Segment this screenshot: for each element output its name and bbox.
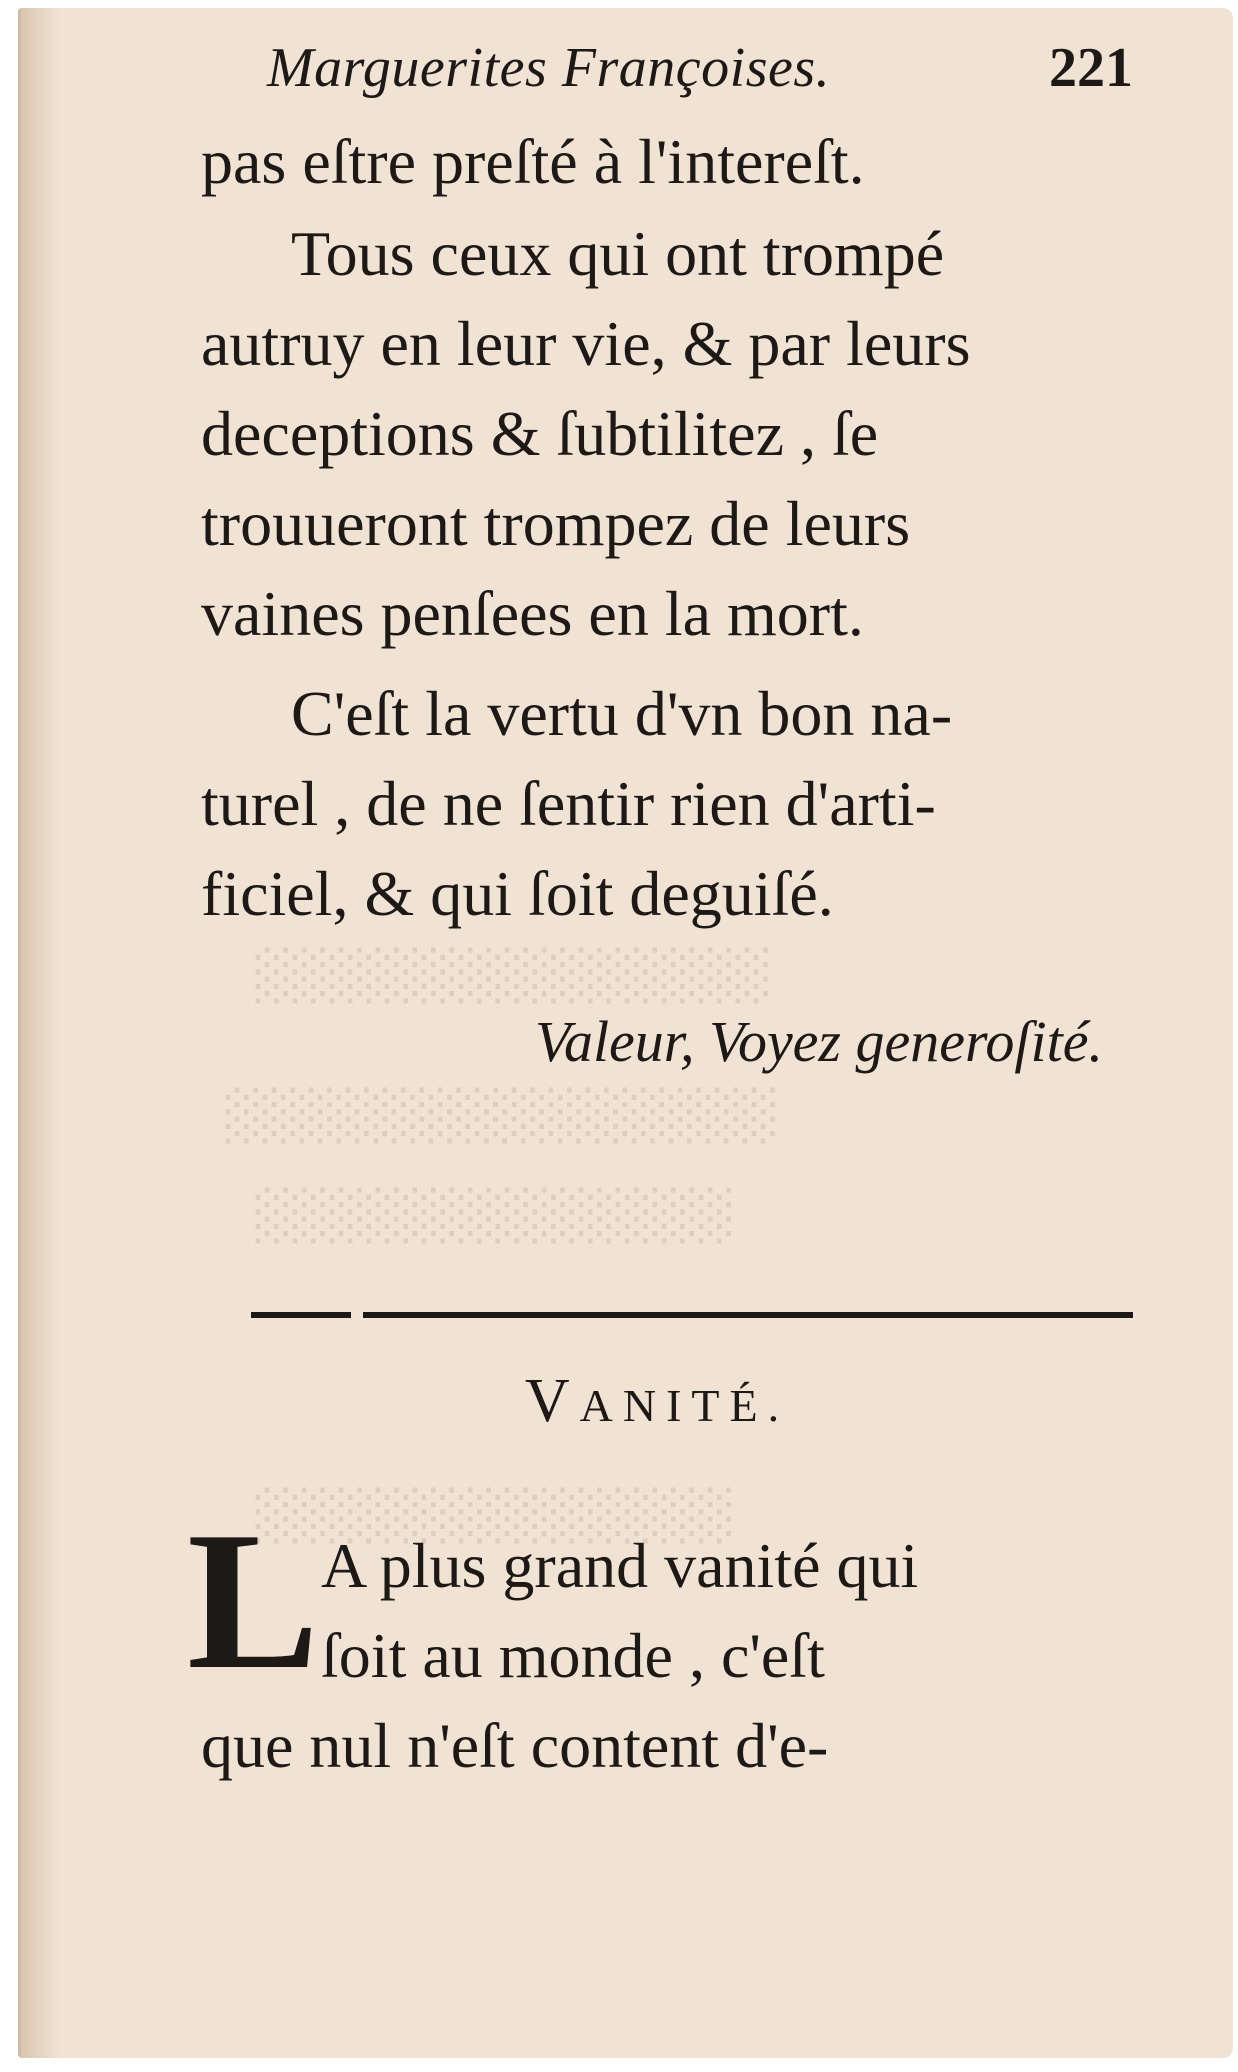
page-gutter bbox=[21, 8, 61, 2058]
section-title bbox=[181, 1366, 1133, 1437]
text-line: pas eſtre preſté à l'intereſt. bbox=[201, 126, 865, 197]
cross-reference: Valeur, Voyez generoſité. bbox=[534, 1009, 1103, 1074]
text-line: Tous ceux qui ont trompé bbox=[291, 218, 945, 289]
page-header bbox=[267, 26, 1133, 106]
text-line: ſoit au monde , c'eſt bbox=[321, 1620, 825, 1691]
text-line: turel , de ne ſentir rien d'arti- bbox=[201, 768, 936, 839]
drop-cap: L bbox=[187, 1491, 320, 1710]
running-title: Marguerites Françoises. bbox=[267, 37, 831, 99]
bleed-through-texture: ░░░░░░░░░░░░░░░ bbox=[221, 1088, 775, 1144]
book-page bbox=[18, 8, 1233, 2058]
section-title-initial: V bbox=[524, 1367, 580, 1435]
text-line: A plus grand vanité qui bbox=[321, 1530, 919, 1601]
bleed-through-texture: ░░░░░░░░░░░░░░ bbox=[251, 948, 768, 1004]
text-line: vaines penſees en la mort. bbox=[201, 578, 864, 649]
text-line: C'eſt la vertu d'vn bon na- bbox=[291, 678, 953, 749]
text-line: que nul n'eſt content d'e- bbox=[201, 1710, 829, 1781]
bleed-through-texture: ░░░░░░░░░░░░░ bbox=[251, 1488, 731, 1544]
text-line: deceptions & ſubtilitez , ſe bbox=[201, 398, 879, 469]
bleed-through-texture: ░░░░░░░░░░░░░ bbox=[251, 1188, 731, 1244]
section-rule bbox=[251, 1312, 1133, 1318]
text-line: autruy en leur vie, & par leurs bbox=[201, 308, 971, 379]
text-line: trouueront trompez de leurs bbox=[201, 488, 911, 559]
section-title-rest: ANITÉ. bbox=[579, 1380, 790, 1431]
page-number: 221 bbox=[1049, 37, 1133, 99]
text-line: ficiel, & qui ſoit deguiſé. bbox=[201, 858, 834, 929]
